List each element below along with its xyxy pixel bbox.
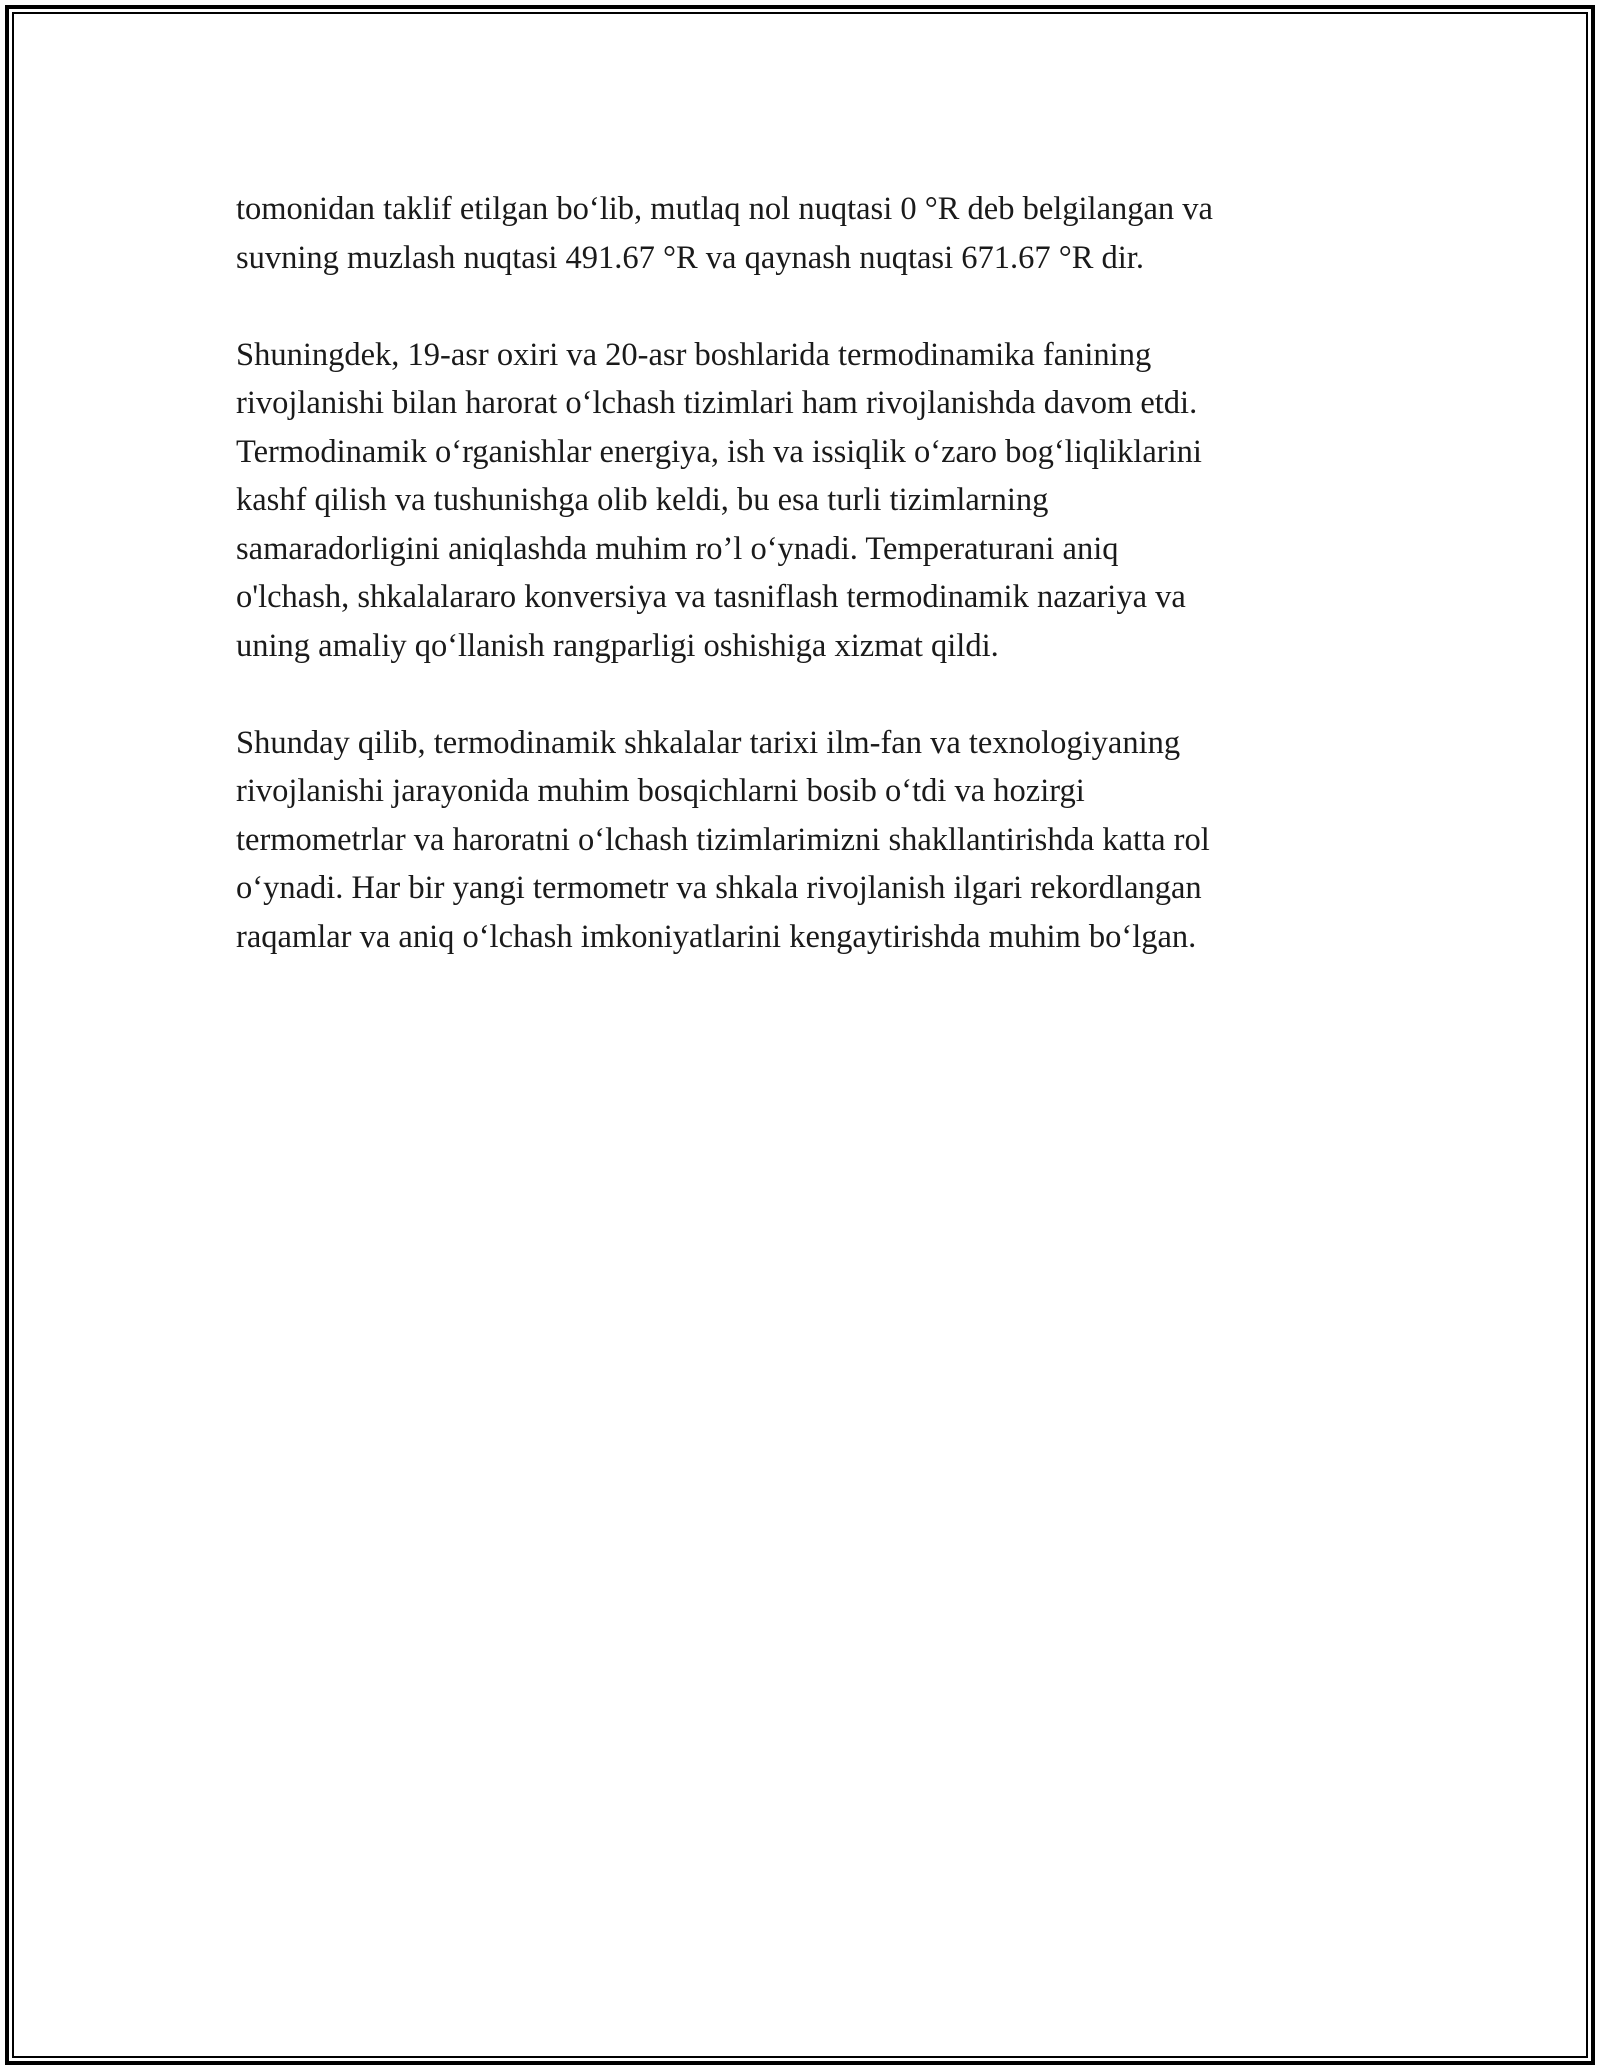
text-line: samaradorligini aniqlashda muhim ro’l o‘ynadi. Temperaturani aniq xyxy=(236,530,1119,567)
text-line: rivojlanishi bilan harorat o‘lchash tizimlari ham rivojlanishda davom etdi. xyxy=(236,385,1198,421)
text-line: uning amaliy qo‘llanish rangparligi oshishiga xizmat qildi. xyxy=(236,627,999,664)
text-line: rivojlanishi jarayonida muhim bosqichlarni bosib o‘tdi va hozirgi xyxy=(236,773,1085,809)
paragraph-3 xyxy=(236,719,1356,962)
text-line: termometrlar va haroratni o‘lchash tizimlarimizni shakllantirishda katta rol xyxy=(236,821,1210,858)
paragraph-2 xyxy=(236,331,1356,671)
text-line: kashf qilish va tushunishga olib keldi, bu esa turli tizimlarning xyxy=(236,482,1049,518)
text-line: raqamlar va aniq o‘lchash imkoniyatlarini kengaytirishda muhim bo‘lgan. xyxy=(236,918,1197,955)
text-line: Shuningdek, 19-asr oxiri va 20-asr boshlarida termodinamika fanining xyxy=(236,336,1152,373)
text-line: Termodinamik o‘rganishlar energiya, ish va issiqlik o‘zaro bog‘liqliklarini xyxy=(236,433,1202,470)
text-line: o‘ynadi. Har bir yangi termometr va shkala rivojlanish ilgari rekordlangan xyxy=(236,870,1202,906)
text-line: o'lchash, shkalalararo konversiya va tasniflash termodinamik nazariya va xyxy=(236,579,1186,615)
text-line: tomonidan taklif etilgan bo‘lib, mutlaq nol nuqtasi 0 °R deb belgilangan va xyxy=(236,191,1213,227)
paragraph-1 xyxy=(236,185,1356,282)
text-line: Shunday qilib, termodinamik shkalalar tarixi ilm-fan va texnologiyaning xyxy=(236,724,1181,761)
text-line: suvning muzlash nuqtasi 491.67 °R va qaynash nuqtasi 671.67 °R dir. xyxy=(236,239,1144,276)
document-body xyxy=(236,185,1356,1010)
